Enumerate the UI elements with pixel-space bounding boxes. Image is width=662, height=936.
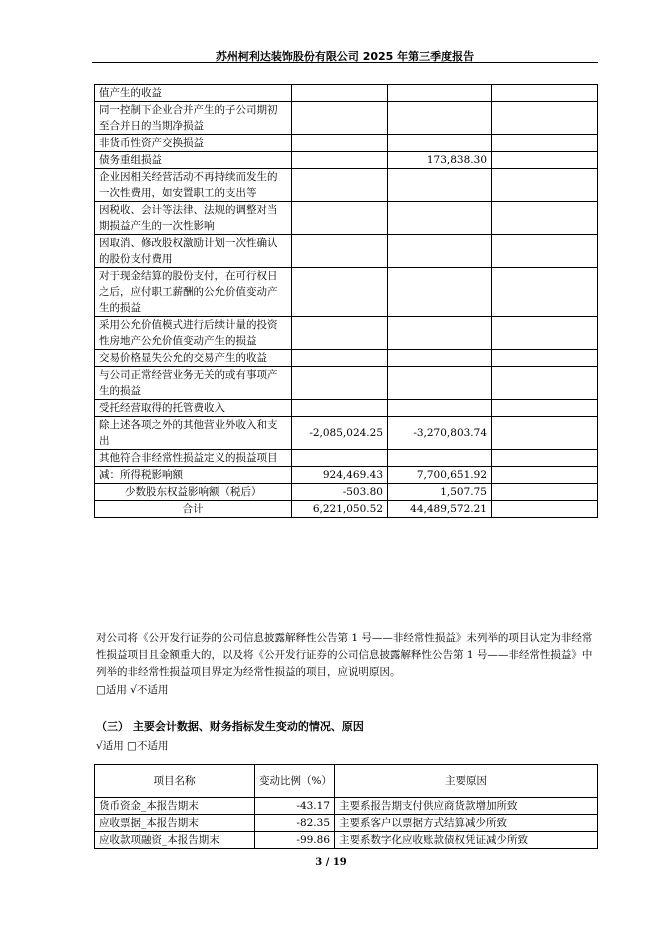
row-label: 采用公允价值模式进行后续计量的投资性房地产公允价值变动产生的损益 xyxy=(95,317,292,350)
section-heading: （三） 主要会计数据、财务指标发生变动的情况、原因 xyxy=(96,720,364,733)
table-row xyxy=(95,798,598,815)
page-number: 3 / 19 xyxy=(315,857,347,868)
row-label: 企业因相关经营活动不再持续而发生的一次性费用，如安置职工的支出等 xyxy=(95,169,292,202)
applicability-checkbox-1: □适用 √不适用 xyxy=(96,684,169,696)
row-label: 值产生的收益 xyxy=(95,85,292,102)
table-row xyxy=(95,417,598,450)
table-row xyxy=(95,268,598,317)
row-label: 因取消、修改股权激励计划一次性确认的股份支付费用 xyxy=(95,235,292,268)
income-tax-effect-ytd: 7,700,651.92 xyxy=(388,467,492,484)
row-label: 交易价格显失公允的交易产生的收益 xyxy=(95,350,292,367)
table-row xyxy=(95,85,598,102)
minority-interest-ytd: 1,507.75 xyxy=(388,484,492,501)
other-nonoperating-ytd: -3,270,803.74 xyxy=(388,417,492,450)
change-reasons-table xyxy=(94,764,598,849)
table-row xyxy=(95,169,598,202)
table-row xyxy=(95,202,598,235)
change-ratio: -43.17 xyxy=(255,798,335,815)
table-row xyxy=(95,350,598,367)
table-row xyxy=(95,815,598,832)
main-reason: 主要系数字化应收账款债权凭证减少所致 xyxy=(335,832,598,849)
other-nonoperating-current: -2,085,024.25 xyxy=(292,417,388,450)
total-ytd: 44,489,572.21 xyxy=(388,501,492,518)
explanation-paragraph: 对公司将《公开发行证券的公司信息披露解释性公告第 1 号——非经常性损益》未列举的项目认定为非经常性损益项目且金额重大的，以及将《公开发行证券的公司信息披露解释性公告第 1 号——非经常性损益》中列举的非经常性损益项目界定为经常性损益的项目，应说明原因。 xyxy=(96,632,593,678)
table-row xyxy=(95,832,598,849)
table-row-total xyxy=(95,501,598,518)
row-label: 受托经营取得的托管费收入 xyxy=(95,400,292,417)
minority-interest-current: -503.80 xyxy=(292,484,388,501)
item-name: 应收款项融资_本报告期末 xyxy=(95,832,255,849)
table-row xyxy=(95,484,598,501)
report-header: 苏州柯利达装饰股份有限公司 2025 年第三季度报告 xyxy=(215,50,475,63)
table-row xyxy=(95,467,598,484)
main-reason: 主要系客户以票据方式结算减少所致 xyxy=(335,815,598,832)
item-name: 货币资金_本报告期末 xyxy=(95,798,255,815)
row-label: 减：所得税影响额 xyxy=(95,467,292,484)
header-main-reason: 主要原因 xyxy=(335,765,598,798)
total-current: 6,221,050.52 xyxy=(292,501,388,518)
row-label: 除上述各项之外的其他营业外收入和支出 xyxy=(95,417,292,450)
table-row xyxy=(95,135,598,152)
row-label: 因税收、会计等法律、法规的调整对当期损益产生的一次性影响 xyxy=(95,202,292,235)
row-label: 对于现金结算的股份支付，在可行权日之后，应付职工薪酬的公允价值变动产生的损益 xyxy=(95,268,292,317)
table-row xyxy=(95,152,598,169)
applicability-checkbox-2: √适用 □不适用 xyxy=(96,740,169,752)
debt-restructuring-value: 173,838.30 xyxy=(388,152,492,169)
row-label: 债务重组损益 xyxy=(95,152,292,169)
row-label: 与公司正常经营业务无关的或有事项产生的损益 xyxy=(95,367,292,400)
row-label: 非货币性资产交换损益 xyxy=(95,135,292,152)
item-name: 应收票据_本报告期末 xyxy=(95,815,255,832)
main-reason: 主要系报告期支付供应商货款增加所致 xyxy=(335,798,598,815)
row-label: 少数股东权益影响额（税后） xyxy=(95,484,292,501)
table-header-row xyxy=(95,765,598,798)
row-label: 其他符合非经常性损益定义的损益项目 xyxy=(95,450,292,467)
header-divider xyxy=(92,62,598,63)
total-label: 合计 xyxy=(95,501,292,518)
change-ratio: -99.86 xyxy=(255,832,335,849)
row-label: 同一控制下企业合并产生的子公司期初至合并日的当期净损益 xyxy=(95,102,292,135)
table-row xyxy=(95,450,598,467)
income-tax-effect-current: 924,469.43 xyxy=(292,467,388,484)
table-row xyxy=(95,400,598,417)
change-ratio: -82.35 xyxy=(255,815,335,832)
header-change-ratio: 变动比例（%） xyxy=(255,765,335,798)
non-recurring-items-table xyxy=(94,84,598,518)
table-row xyxy=(95,367,598,400)
table-row xyxy=(95,102,598,135)
table-row xyxy=(95,317,598,350)
header-item-name: 项目名称 xyxy=(95,765,255,798)
table-row xyxy=(95,235,598,268)
